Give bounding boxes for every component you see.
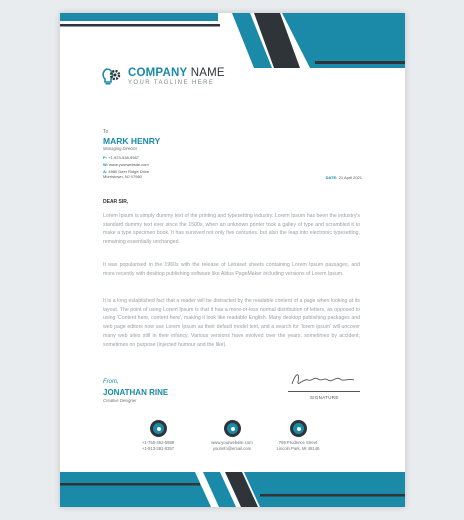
bulb-gear-icon bbox=[100, 67, 124, 87]
company-logo bbox=[100, 67, 225, 87]
location-pin-icon bbox=[290, 420, 307, 437]
recipient-name: MARK HENRY bbox=[103, 136, 161, 146]
recipient-address: A: 4980 Deer Ridge Drive Morristown, NJ 07960 bbox=[103, 169, 150, 179]
recipient-title: Managing Director bbox=[103, 146, 138, 151]
footer-web: www.yourwebsite.com yourinfo@email.com bbox=[211, 440, 253, 451]
recipient-phone: P: +1-923-538-9987 bbox=[103, 155, 139, 160]
letter-date: DATE: 21 April 2021 bbox=[325, 175, 362, 180]
body-paragraph: Lorem Ipsum is simply dummy text of the printing and typesetting industry. Lorem Ipsum has been the industry's standard dummy text ever since the 1500s, when an unknown printer took a galley of type and scrambled it to make a type specimen book. It has survived not only five centuries, but also the leap into electronic typesetting, remaining essentially unchanged. bbox=[103, 213, 360, 246]
signature-label: SIGNATURE bbox=[310, 395, 339, 400]
handwritten-signature bbox=[288, 368, 358, 390]
closing: From, bbox=[103, 379, 119, 385]
footer-phone: +1-755-352-5989 +1-913-381-8357 bbox=[141, 440, 175, 451]
company-tagline: YOUR TAGLINE HERE bbox=[128, 80, 215, 86]
body-paragraph: It was popularised in the 1960s with the release of Letraset sheets containing Lorem Ipsum passages, and more recently with desktop publishing software like Aldus PageMaker including versions of Lorem Ipsum. bbox=[103, 262, 360, 277]
salutation: DEAR SIR, bbox=[103, 199, 129, 205]
footer-address: 769 Prudence Street Lincoln Park, MI 48146 bbox=[276, 440, 320, 451]
company-name: COMPANY NAME bbox=[128, 67, 225, 79]
signature-line bbox=[288, 391, 360, 392]
body-paragraph: It is a long established fact that a reader will be distracted by the readable content of a page when looking at its layout. The point of using Lorem Ipsum is that it has a more-or-less normal distribution of letters, as opposed to using 'Content here, content here', making it look like readable English. Many desktop publishing packages and web page editors now use Lorem Ipsum as their default model text, and a search for 'lorem ipsum' will uncover many web sites still in their infancy. Various versions have evolved over the years, sometimes by accident, sometimes on purpose (injected humour and the like). bbox=[103, 298, 360, 348]
to-label: To bbox=[103, 129, 109, 135]
sender-name: JONATHAN RINE bbox=[103, 388, 169, 397]
recipient-web: W: www.yourwebsite.com bbox=[103, 162, 149, 167]
phone-icon bbox=[150, 420, 167, 437]
globe-icon bbox=[224, 420, 241, 437]
sender-title: Creative Designer bbox=[103, 398, 137, 403]
letterhead-page bbox=[60, 13, 405, 507]
